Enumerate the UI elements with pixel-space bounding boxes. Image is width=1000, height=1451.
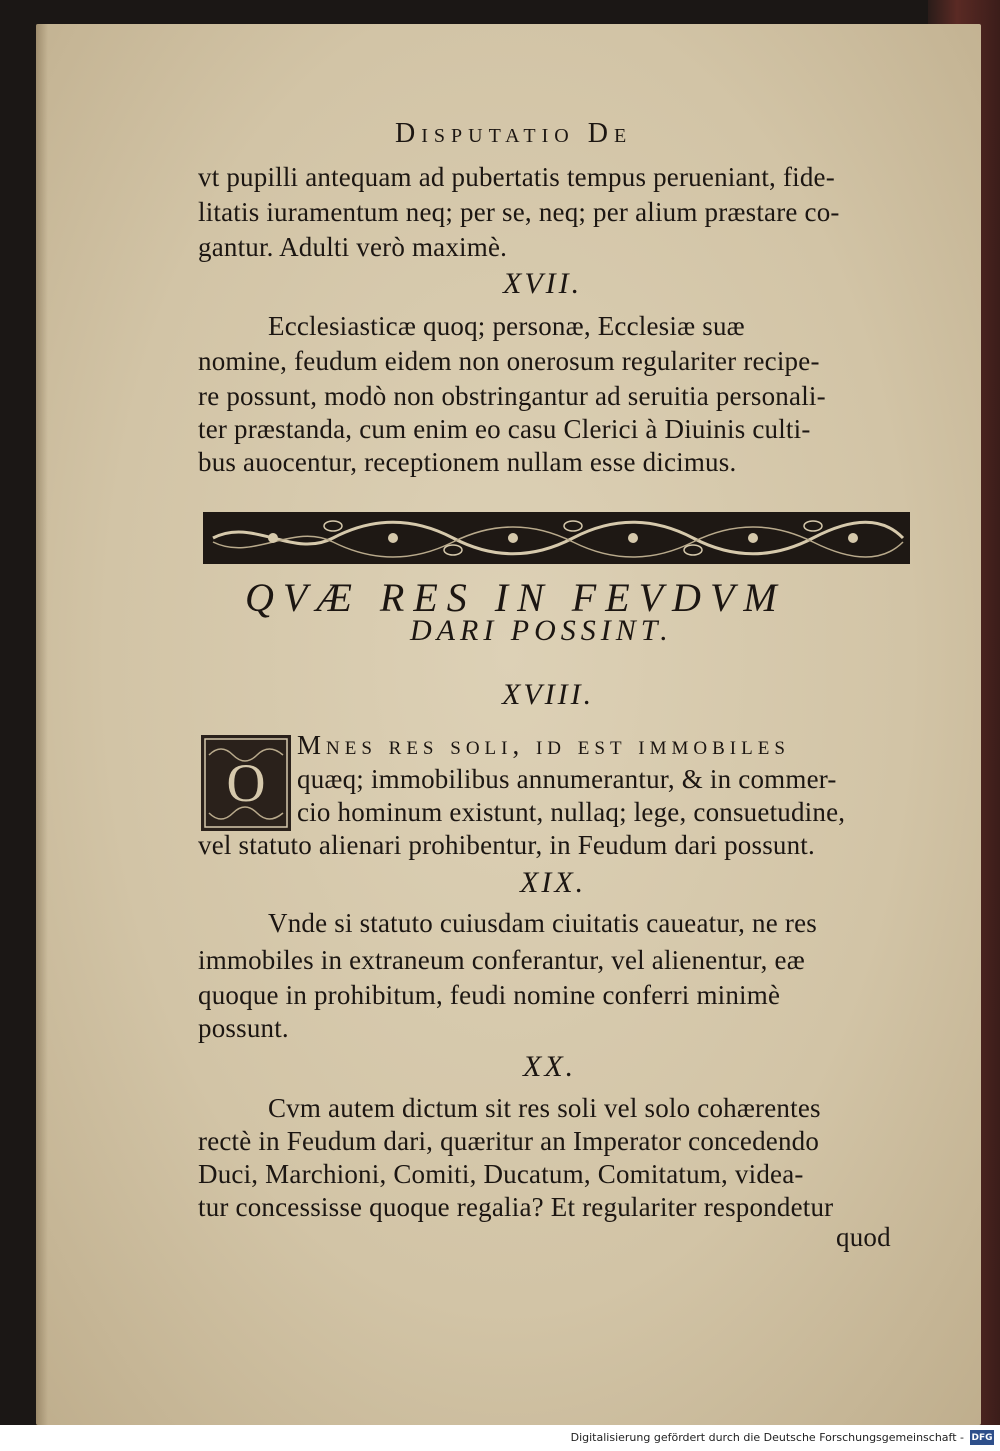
- text-line: Vnde si statuto cuiusdam ciuitatis caueatur, ne res: [268, 908, 817, 938]
- text-line: gantur. Adulti verò maximè.: [198, 232, 508, 262]
- text-line: vel statuto alienari prohibentur, in Feudum dari possunt.: [198, 830, 815, 860]
- decorated-initial: [201, 735, 291, 831]
- section-numeral: XIX.: [520, 866, 587, 899]
- text-line: Ecclesiasticæ quoq; personæ, Ecclesiæ suæ: [268, 311, 745, 341]
- section-numeral: XVII.: [503, 267, 583, 300]
- text-line: nomine, feudum eidem non onerosum regulariter recipe-: [198, 346, 820, 376]
- text-line: immobiles in extraneum conferantur, vel alienentur, eæ: [198, 945, 805, 975]
- section-subtitle: DARI POSSINT.: [410, 614, 673, 647]
- section-title: QVÆ RES IN FEVDVM: [245, 575, 786, 620]
- footer-credit: Digitalisierung gefördert durch die Deutsche Forschungsgemeinschaft -: [570, 1431, 964, 1444]
- text-line: possunt.: [198, 1013, 289, 1043]
- text-line: litatis iuramentum neq; per se, neq; per alium præstare co-: [198, 197, 840, 227]
- text-line: cio hominum existunt, nullaq; lege, consuetudine,: [297, 797, 846, 827]
- initial-letter: O: [226, 753, 266, 813]
- text-line: Cvm autem dictum sit res soli vel solo cohærentes: [268, 1093, 821, 1123]
- text-line: quæq; immobilibus annumerantur, & in commer-: [297, 764, 837, 794]
- text-line: re possunt, modò non obstringantur ad seruitia personali-: [198, 381, 826, 411]
- text-line: Duci, Marchioni, Comiti, Ducatum, Comitatum, videa-: [198, 1159, 804, 1189]
- ornament-band: [203, 512, 910, 564]
- text-line: rectè in Feudum dari, quæritur an Imperator concedendo: [198, 1126, 820, 1156]
- text-line: Mnes res soli, id est immobiles: [297, 730, 790, 760]
- text-line: tur concessisse quoque regalia? Et regulariter respondetur: [198, 1192, 834, 1222]
- text-line: quoque in prohibitum, feudi nomine conferri minimè: [198, 980, 781, 1010]
- catchword: quod: [836, 1222, 891, 1252]
- text-line: vt pupilli antequam ad pubertatis tempus perueniant, fide-: [198, 162, 835, 192]
- dfg-logo: DFG: [970, 1430, 994, 1445]
- section-numeral: XVIII.: [502, 678, 595, 711]
- running-header: Disputatio De: [395, 118, 633, 149]
- text-line: ter præstanda, cum enim eo casu Clerici à Diuinis culti-: [198, 414, 811, 444]
- text-line: bus auocentur, receptionem nullam esse dicimus.: [198, 447, 737, 477]
- section-numeral: XX.: [523, 1050, 577, 1083]
- footer-bar: [0, 1425, 1000, 1451]
